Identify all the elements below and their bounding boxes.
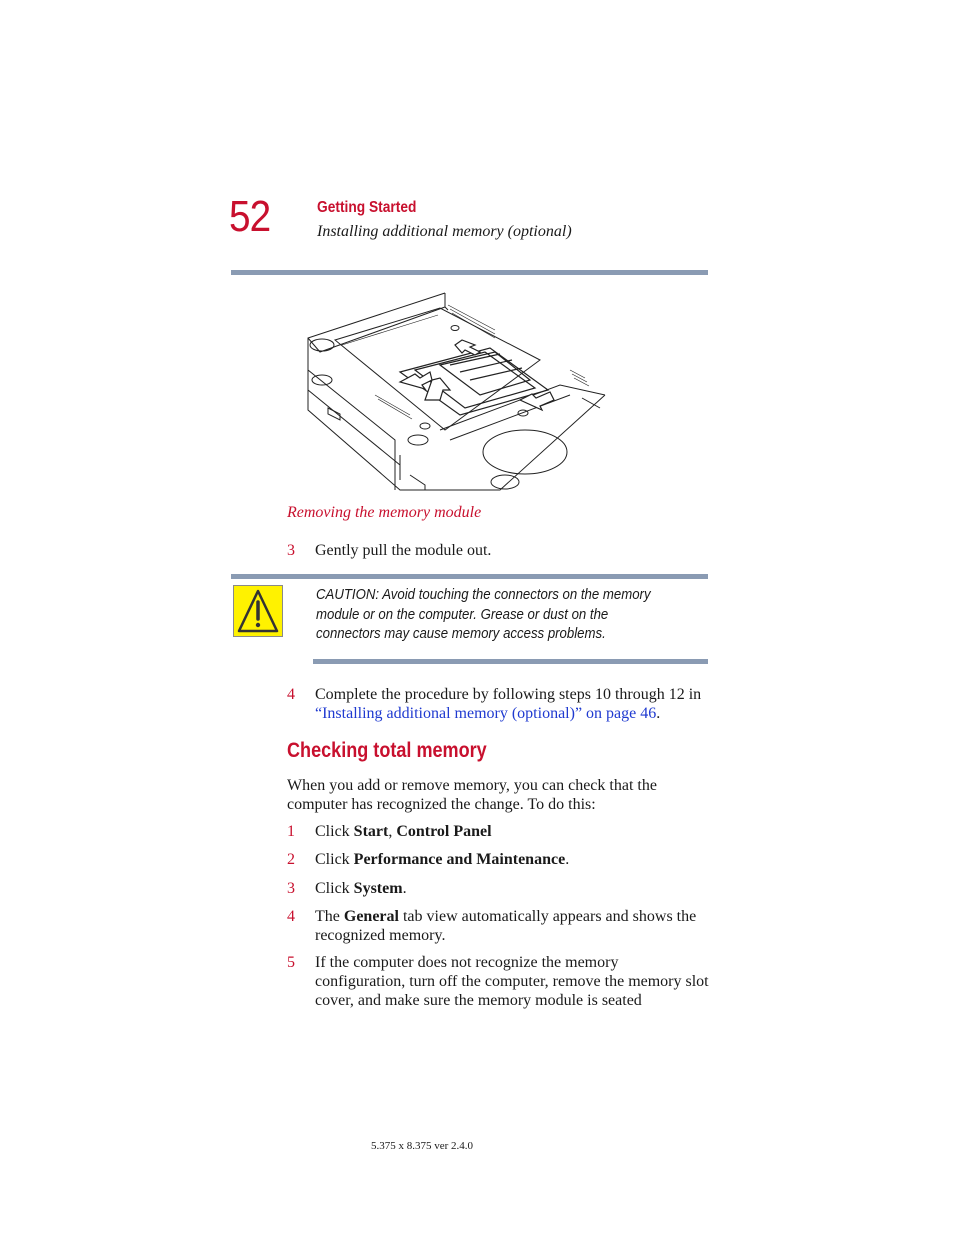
step-number: 1 — [287, 823, 295, 840]
procedure-step — [287, 953, 712, 1013]
step-text — [315, 879, 710, 898]
step-text-post: . — [565, 851, 570, 868]
procedure-step — [287, 850, 712, 870]
ui-term: System — [353, 880, 403, 897]
figure-caption: Removing the memory module — [287, 504, 482, 521]
step-text: Gently pull the module out. — [315, 542, 492, 559]
step-number: 3 — [287, 542, 295, 559]
step-text-pre: The — [315, 908, 344, 925]
cross-reference-link[interactable]: “Installing additional memory (optional)” on page 46 — [315, 705, 657, 722]
procedure-step — [287, 879, 712, 899]
ui-term: Start — [353, 823, 389, 840]
step-text-after: . — [656, 705, 661, 722]
intro-paragraph: When you add or remove memory, you can check that the computer has recognized the change. To do this: — [287, 777, 657, 813]
caution-text: CAUTION: Avoid touching the connectors on the memory module or on the computer. Grease or dust on the connectors may cause memory access problems. — [316, 586, 651, 642]
step-text-before: Complete the procedure by following steps 10 through 12 in — [315, 686, 702, 703]
section-subtitle: Installing additional memory (optional) — [317, 223, 572, 240]
step-text-pre: Click — [315, 851, 354, 868]
step-text — [315, 907, 710, 945]
step-text-pre: Click — [315, 880, 354, 897]
warning-triangle-icon — [233, 585, 283, 637]
step-text — [315, 850, 710, 869]
step-text-mid: , — [388, 823, 397, 840]
procedure-step — [287, 685, 712, 725]
ui-term: General — [343, 908, 399, 925]
step-text — [315, 822, 710, 841]
ui-term: Performance and Maintenance — [353, 851, 566, 868]
ui-term: Control Panel — [396, 823, 492, 840]
page-footer: 5.375 x 8.375 ver 2.4.0 — [371, 1140, 474, 1152]
chapter-title: Getting Started — [317, 199, 417, 216]
caution-bottom-rule — [313, 659, 708, 664]
step-text-post: . — [402, 880, 407, 897]
step-text-post: tab view automatically appears and shows the recognized memory. — [315, 908, 697, 944]
caution-top-rule — [231, 574, 708, 579]
step-number: 4 — [287, 686, 295, 703]
step-text — [315, 685, 710, 723]
step-text: If the computer does not recognize the memory configuration, turn off the computer, remove the memory slot cover, and make sure the memory module is seated — [315, 954, 709, 1009]
step-text-pre: Click — [315, 823, 354, 840]
step-number: 4 — [287, 908, 295, 925]
step-number: 5 — [287, 954, 295, 971]
procedure-step — [287, 907, 712, 947]
step-number: 3 — [287, 880, 295, 897]
memory-module-illustration — [300, 290, 610, 500]
page-number: 52 — [229, 192, 271, 241]
header-rule — [231, 270, 708, 275]
procedure-step — [287, 541, 712, 561]
step-number: 2 — [287, 851, 295, 868]
section-heading: Checking total memory — [287, 739, 487, 762]
procedure-step — [287, 822, 712, 842]
